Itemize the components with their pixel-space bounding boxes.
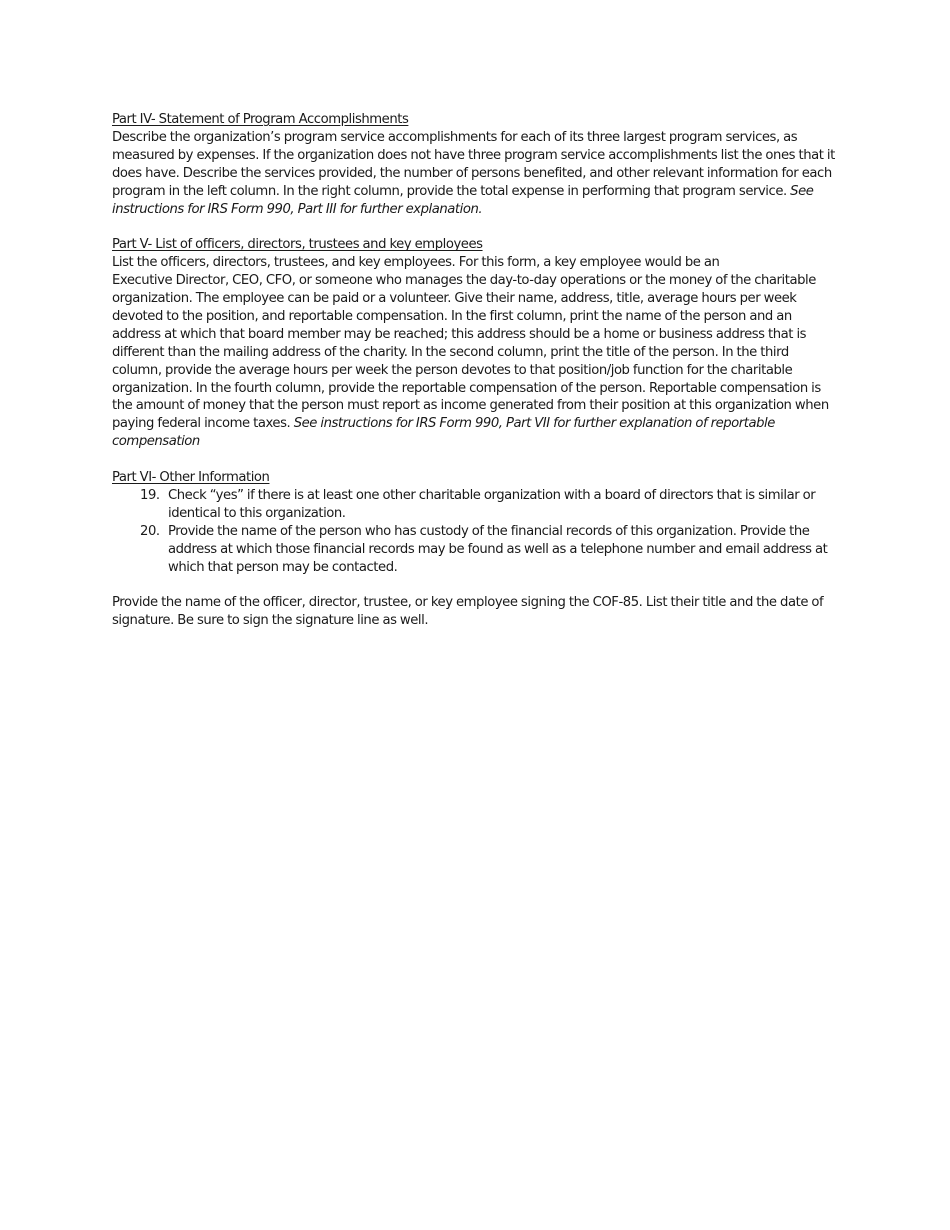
list-item-number: 20. <box>140 523 160 539</box>
part-vi-list <box>112 487 840 577</box>
part-iv-instructions-note: See instructions for IRS Form 990, Part III for further explanation. <box>112 183 814 217</box>
part-iv-body-text: Describe the organization’s program service accomplishments for each of its three largest program services, as measured by expenses. If the organization does not have three program service accomplishments list the ones that it does have. Describe the services provided, the number of persons benefited, and other relevant information for each program in the left column. In the right column, provide the total expense in performing that program service. <box>112 129 835 199</box>
spacer <box>112 577 840 595</box>
part-v-section <box>112 236 840 451</box>
list-item-text: Check “yes” if there is at least one other charitable organization with a board of directors that is similar or identical to this organization. <box>168 488 816 521</box>
part-iv-section <box>112 111 840 218</box>
part-v-body <box>112 272 840 451</box>
part-iv-heading: Part IV- Statement of Program Accomplishments <box>112 112 409 127</box>
part-vi-section <box>112 469 840 576</box>
part-v-instructions-note: See instructions for IRS Form 990, Part VII for further explanation of reportable compensation <box>112 416 775 450</box>
part-vi-heading: Part VI- Other Information <box>112 470 270 486</box>
list-item-text: Provide the name of the person who has custody of the financial records of this organization. Provide the address at which those financial records may be found as well as a telephone number and email address at which that person may be contacted. <box>168 523 828 575</box>
spacer <box>112 451 840 469</box>
spacer <box>112 218 840 236</box>
part-v-intro-line: List the officers, directors, trustees, and key employees. For this form, a key employee would be an <box>112 255 720 271</box>
document-page <box>112 111 840 630</box>
list-item-19 <box>112 487 840 523</box>
list-item-number: 19. <box>140 488 160 503</box>
closing-paragraph: Provide the name of the officer, director, trustee, or key employee signing the COF-85. List their title and the date of signature. Be sure to sign the signature line as well. <box>112 595 824 629</box>
part-iv-body <box>112 129 840 219</box>
list-item-20 <box>112 523 840 577</box>
part-v-body-text: Executive Director, CEO, CFO, or someone who manages the day-to-day operations or the money of the charitable organization. The employee can be paid or a volunteer. Give their name, address, title, average hours per week devoted to the position, and reportable compensation. In the first column, print the name of the person and an address at which that board member may be reached; this address should be a home or business address that is different than the mailing address of the charity. In the second column, print the title of the person. In the third column, provide the average hours per week the person devotes to that position/job function for the charitable organization. In the fourth column, provide the reportable compensation of the person. Reportable compensation is the amount of money that the person must report as income generated from their position at this organization when paying federal income taxes. <box>112 273 829 432</box>
part-v-heading: Part V- List of officers, directors, trustees and key employees <box>112 237 483 253</box>
